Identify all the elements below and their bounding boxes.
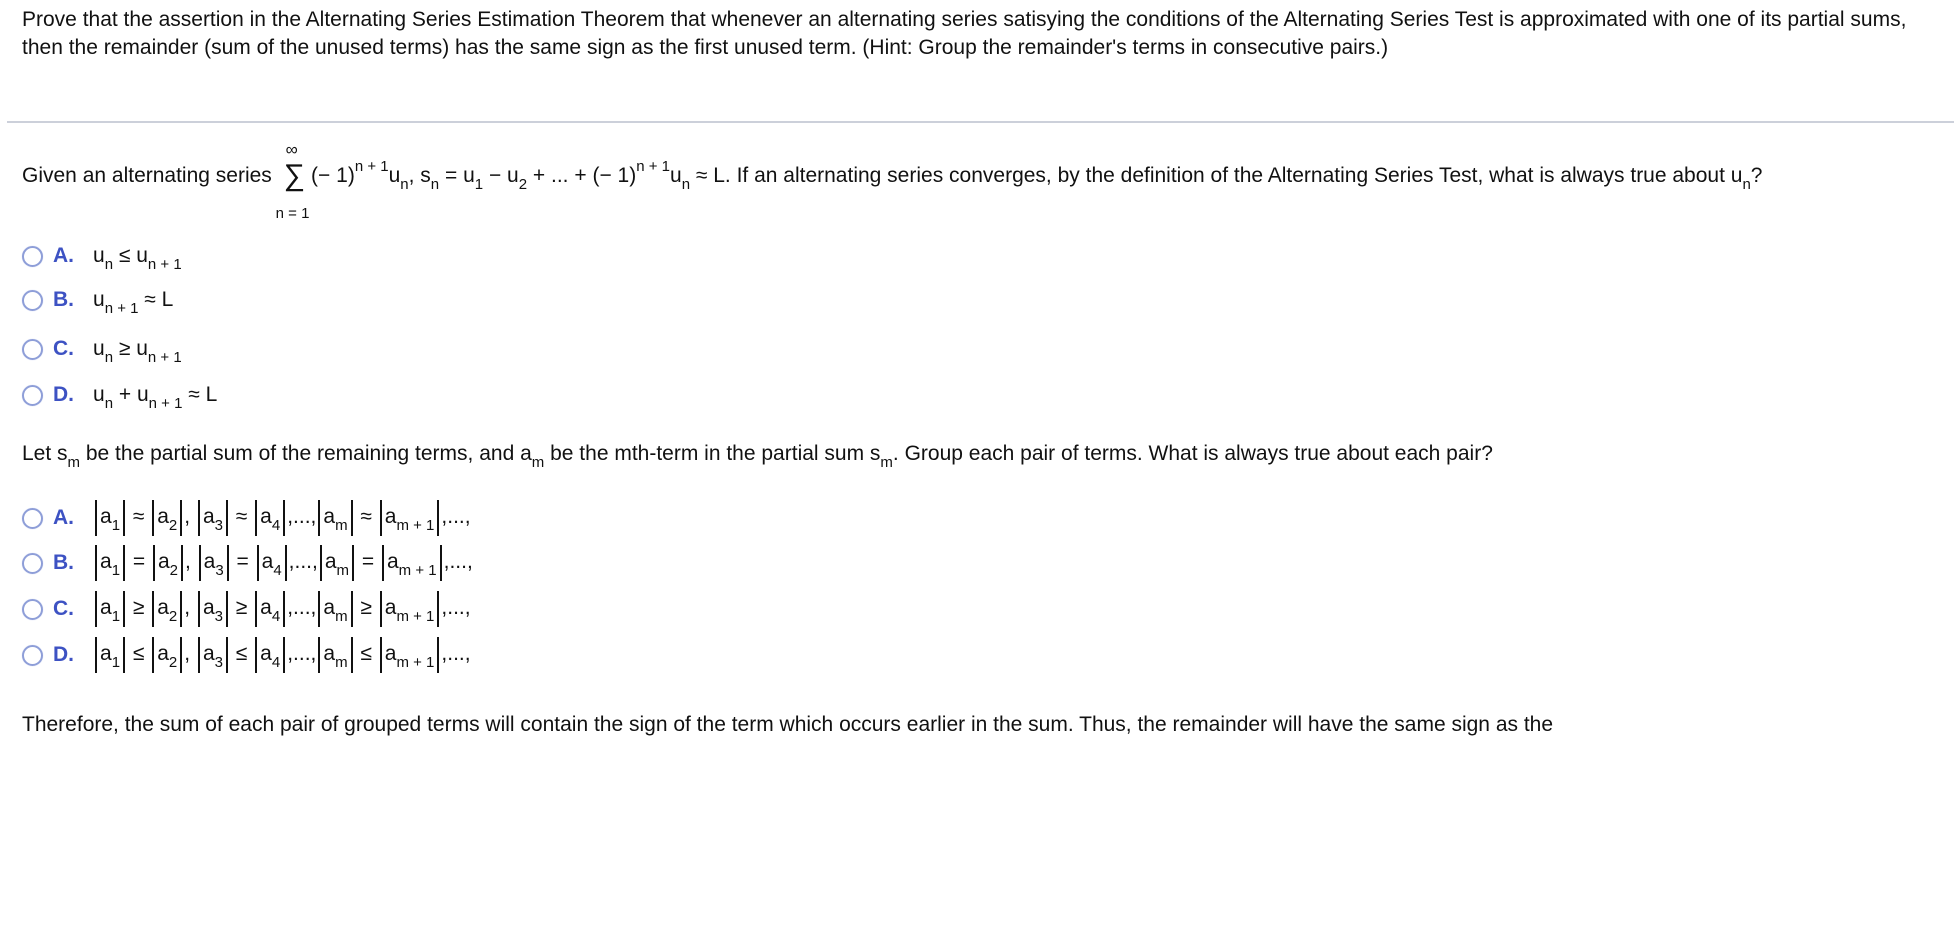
abs-term (198, 500, 228, 536)
abs-term (320, 545, 354, 581)
q2-option-d[interactable] (22, 637, 471, 673)
option-expression (93, 591, 471, 627)
abs-term (95, 545, 125, 581)
option-label: D. (53, 383, 74, 406)
abs-term (318, 637, 352, 673)
relation: ≤ (229, 642, 254, 665)
math-text: u (93, 383, 105, 406)
math-text: a (100, 642, 112, 665)
math-text: a (384, 505, 397, 528)
math-sub: 1 (111, 608, 121, 625)
radio-button[interactable] (22, 246, 43, 267)
math-text: a (157, 596, 169, 619)
math-sub: 3 (214, 608, 223, 625)
radio-button[interactable] (22, 599, 43, 620)
math-sub: 2 (518, 176, 528, 193)
math-text: . Group each pair of terms. What is always true about each pair? (892, 442, 1493, 465)
radio-button[interactable] (22, 385, 43, 406)
math-sub: n (400, 176, 409, 193)
q1-sub: n (1742, 176, 1751, 193)
math-sub: n (104, 256, 114, 273)
math-text: a (323, 505, 336, 528)
math-text: a (323, 596, 336, 619)
problem-statement: Prove that the assertion in the Alternating Series Estimation Theorem that whenever an alternating series satisying the conditions of the Alternating Series Test is approximated with one of its partial sums, then the remainder (sum of the unused terms) has the same sign as the first unused term. (Hint: Group the remainder's terms in consecutive pairs.) (22, 8, 1907, 59)
math-sub: m (336, 562, 350, 579)
abs-term (255, 637, 285, 673)
math-sub: m (880, 454, 893, 471)
relation: = (356, 550, 380, 573)
separator: ,..., (441, 596, 471, 619)
question-2-text (22, 442, 1934, 471)
option-label: B. (53, 288, 74, 311)
separator: ,..., (287, 596, 317, 619)
math-sub: m + 1 (398, 562, 437, 579)
math-text: u (670, 164, 682, 187)
abs-term (257, 545, 287, 581)
math-text: u (93, 288, 105, 311)
math-sub: n (681, 176, 691, 193)
abs-term (153, 545, 183, 581)
math-sub: 2 (168, 654, 178, 671)
conclusion-text: Therefore, the sum of each pair of grouped terms will contain the sign of the term which occurs earlier in the sum. Thus, the remainder will have the same sign as the (22, 713, 1554, 736)
abs-term (95, 637, 125, 673)
math-sub: 2 (169, 562, 178, 579)
math-sub: m + 1 (396, 654, 435, 671)
divider (7, 121, 1954, 123)
math-sub: n + 1 (104, 300, 139, 317)
option-label: A. (53, 506, 74, 529)
separator: ,..., (287, 505, 317, 528)
abs-term (152, 591, 182, 627)
q1-question: If an alternating series converges, by the definition of the Alternating Series Test, what is always true about u (730, 164, 1743, 187)
option-expression (93, 500, 471, 536)
math-text: + ... + (− 1) (527, 164, 637, 187)
option-label: C. (53, 337, 74, 360)
math-sub: 3 (214, 517, 223, 534)
math-text: Let s (22, 442, 68, 465)
option-expression (93, 244, 182, 273)
math-text: + u (113, 383, 149, 406)
math-sub: 4 (273, 562, 282, 579)
option-label: B. (53, 551, 74, 574)
question-1-text (22, 140, 1934, 222)
abs-term (380, 637, 440, 673)
q1-option-b[interactable] (22, 288, 174, 317)
math-sub: n + 1 (148, 395, 183, 412)
option-expression (93, 288, 174, 317)
separator: , (184, 505, 196, 528)
math-text: be the partial sum of the remaining terms, and a (80, 442, 532, 465)
math-text: a (202, 642, 215, 665)
q1-intro: Given an alternating series (22, 164, 272, 187)
math-sub: 2 (168, 608, 178, 625)
math-text: a (157, 642, 169, 665)
summation-symbol: ∑ ∞ n = 1 (284, 150, 305, 202)
option-label: D. (53, 643, 74, 666)
option-expression (93, 337, 182, 366)
math-text: a (384, 596, 397, 619)
math-sub: n (104, 349, 114, 366)
q1-option-a[interactable] (22, 244, 182, 273)
separator: ,..., (441, 642, 471, 665)
abs-term (95, 591, 125, 627)
math-sub: 4 (271, 608, 281, 625)
q1-end: ? (1750, 164, 1763, 187)
math-text: ≥ u (113, 337, 148, 360)
math-text: a (100, 596, 112, 619)
abs-term (198, 637, 228, 673)
abs-term (255, 500, 285, 536)
math-text: a (324, 550, 337, 573)
math-text: a (202, 505, 215, 528)
math-sub: 1 (111, 562, 121, 579)
option-expression (93, 383, 218, 412)
radio-button[interactable] (22, 553, 43, 574)
math-sub: 3 (214, 654, 223, 671)
math-text: a (260, 505, 272, 528)
abs-term (152, 500, 182, 536)
math-sup: n + 1 (636, 158, 670, 175)
math-sub: 1 (111, 654, 121, 671)
math-text: = u (439, 164, 475, 187)
math-sub: m (335, 517, 348, 534)
math-sub: 2 (168, 517, 178, 534)
math-text: a (100, 505, 112, 528)
relation: ≥ (127, 596, 151, 619)
math-text: ≤ u (113, 244, 148, 267)
math-text: (− 1) (311, 164, 355, 187)
option-expression (93, 637, 471, 673)
math-sub: m (335, 654, 348, 671)
relation: ≈ (127, 505, 151, 528)
relation: = (230, 550, 255, 573)
math-text: u (93, 244, 105, 267)
math-text: a (260, 596, 272, 619)
separator: , (185, 550, 197, 573)
math-text: a (260, 642, 272, 665)
math-sub: 3 (215, 562, 224, 579)
abs-term (318, 500, 352, 536)
math-sub: m + 1 (396, 608, 435, 625)
math-text: u (388, 164, 401, 187)
abs-term (382, 545, 442, 581)
math-sub: 1 (474, 176, 484, 193)
math-text: a (323, 642, 336, 665)
abs-term (255, 591, 285, 627)
math-text: a (157, 505, 169, 528)
abs-term (152, 637, 182, 673)
abs-term (95, 500, 125, 536)
q2-option-a[interactable] (22, 500, 471, 536)
math-text: u (93, 337, 105, 360)
sigma-lower: n = 1 (275, 205, 310, 222)
math-sup: n + 1 (354, 158, 389, 175)
radio-button[interactable] (22, 508, 43, 529)
math-sub: 4 (271, 654, 281, 671)
math-sub: m + 1 (396, 517, 435, 534)
option-label: C. (53, 597, 74, 620)
relation: ≥ (229, 596, 254, 619)
abs-term (198, 591, 228, 627)
radio-button[interactable] (22, 645, 43, 666)
math-text: − u (483, 164, 519, 187)
separator: ,..., (441, 505, 471, 528)
math-text: be the mth-term in the partial sum s (544, 442, 881, 465)
q1-option-c[interactable] (22, 337, 182, 366)
option-expression (93, 545, 473, 581)
separator: ,..., (288, 550, 318, 573)
math-text: ≈ L. (690, 164, 731, 187)
math-text: ≈ L (182, 383, 218, 406)
math-text: a (261, 550, 274, 573)
q1-option-d[interactable] (22, 383, 218, 412)
math-text: , s (408, 164, 431, 187)
math-sub: 1 (111, 517, 121, 534)
abs-term (199, 545, 229, 581)
radio-button[interactable] (22, 339, 43, 360)
q2-option-b[interactable] (22, 545, 473, 581)
separator: ,..., (287, 642, 317, 665)
math-text: a (203, 550, 216, 573)
option-label: A. (53, 244, 74, 267)
relation: ≤ (354, 642, 378, 665)
relation: ≥ (354, 596, 378, 619)
relation: ≤ (127, 642, 151, 665)
separator: , (184, 596, 196, 619)
series-expression (311, 158, 731, 193)
relation: ≈ (229, 505, 254, 528)
math-text: a (384, 642, 397, 665)
abs-term (380, 500, 440, 536)
relation: ≈ (354, 505, 378, 528)
math-sub: m (67, 454, 81, 471)
math-text: a (386, 550, 399, 573)
math-sub: n (104, 395, 114, 412)
math-sub: n + 1 (147, 256, 182, 273)
separator: ,..., (443, 550, 473, 573)
math-text: ≈ L (138, 288, 174, 311)
abs-term (380, 591, 440, 627)
abs-term (318, 591, 352, 627)
math-sub: n + 1 (147, 349, 182, 366)
separator: , (184, 642, 196, 665)
math-sub: n (430, 176, 440, 193)
sigma-upper: ∞ (285, 140, 298, 159)
relation: = (127, 550, 151, 573)
math-sub: m (335, 608, 348, 625)
math-sub: m (531, 454, 545, 471)
radio-button[interactable] (22, 290, 43, 311)
math-text: a (202, 596, 215, 619)
q2-option-c[interactable] (22, 591, 471, 627)
math-text: a (100, 550, 112, 573)
math-text: a (157, 550, 170, 573)
math-sub: 4 (271, 517, 281, 534)
